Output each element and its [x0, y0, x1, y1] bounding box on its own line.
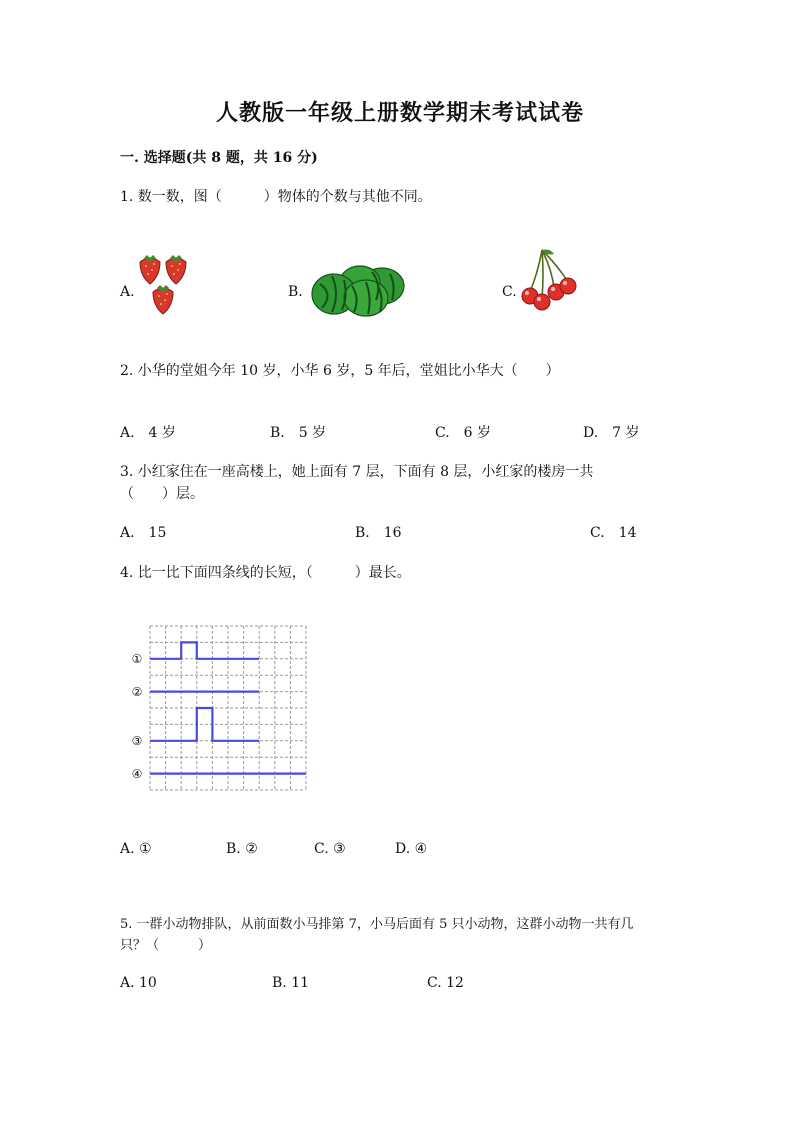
q2-option-b[interactable]: B. 5 岁	[270, 425, 327, 441]
q5-option-b[interactable]: B. 11	[272, 975, 310, 991]
strawberry-icon	[140, 255, 160, 284]
page-title: 人教版一年级上册数学期末考试试卷	[215, 100, 584, 126]
watermelons-image	[310, 264, 406, 318]
line-1	[150, 642, 259, 658]
question-2-text: 2. 小华的堂姐今年 10 岁，小华 6 岁，5 年后，堂姐比小华大（ ）	[120, 363, 560, 379]
q4-option-d[interactable]: D. ④	[395, 841, 428, 857]
q3-option-c[interactable]: C. 14	[590, 525, 637, 541]
line-label-2: ②	[131, 685, 143, 699]
q2-option-a[interactable]: A. 4 岁	[120, 425, 176, 441]
question-3-line-1: 3. 小红家住在一座高楼上，她上面有 7 层，下面有 8 层，小红家的楼房一共	[120, 464, 594, 480]
q5-option-c[interactable]: C. 12	[427, 975, 464, 991]
q4-option-a[interactable]: A. ①	[120, 841, 152, 857]
strawberry-icon	[166, 255, 186, 284]
question-5-line-1: 5. 一群小动物排队，从前面数小马排第 7，小马后面有 5 只小动物，这群小动物一共有几	[120, 917, 634, 932]
question-5-line-2: 只？（ ）	[120, 938, 212, 953]
q1-option-a[interactable]: A.	[120, 284, 135, 300]
cherries-image	[520, 248, 578, 314]
line-comparison-grid	[128, 622, 312, 794]
line-label-1: ①	[131, 652, 143, 666]
question-3-line-2: （ ）层。	[120, 486, 204, 502]
q1-option-c[interactable]: C.	[502, 284, 517, 300]
q3-option-a[interactable]: A. 15	[120, 525, 167, 541]
q2-option-c[interactable]: C. 6 岁	[435, 425, 492, 441]
q4-option-c[interactable]: C. ③	[314, 841, 346, 857]
question-4-text: 4. 比一比下面四条线的长短，（ ）最长。	[120, 565, 411, 581]
question-1-text: 1. 数一数，图（ ）物体的个数与其他不同。	[120, 189, 432, 205]
q3-option-b[interactable]: B. 16	[355, 525, 402, 541]
line-label-4: ④	[131, 767, 143, 781]
q1-option-b[interactable]: B.	[288, 284, 303, 300]
line-label-3: ③	[131, 734, 143, 748]
strawberry-icon	[153, 285, 173, 314]
q4-option-b[interactable]: B. ②	[226, 841, 258, 857]
q2-option-d[interactable]: D. 7 岁	[583, 425, 640, 441]
q5-option-a[interactable]: A. 10	[120, 975, 157, 991]
section-heading: 一. 选择题(共 8 题，共 16 分)	[120, 150, 318, 166]
strawberries-image	[136, 252, 192, 318]
